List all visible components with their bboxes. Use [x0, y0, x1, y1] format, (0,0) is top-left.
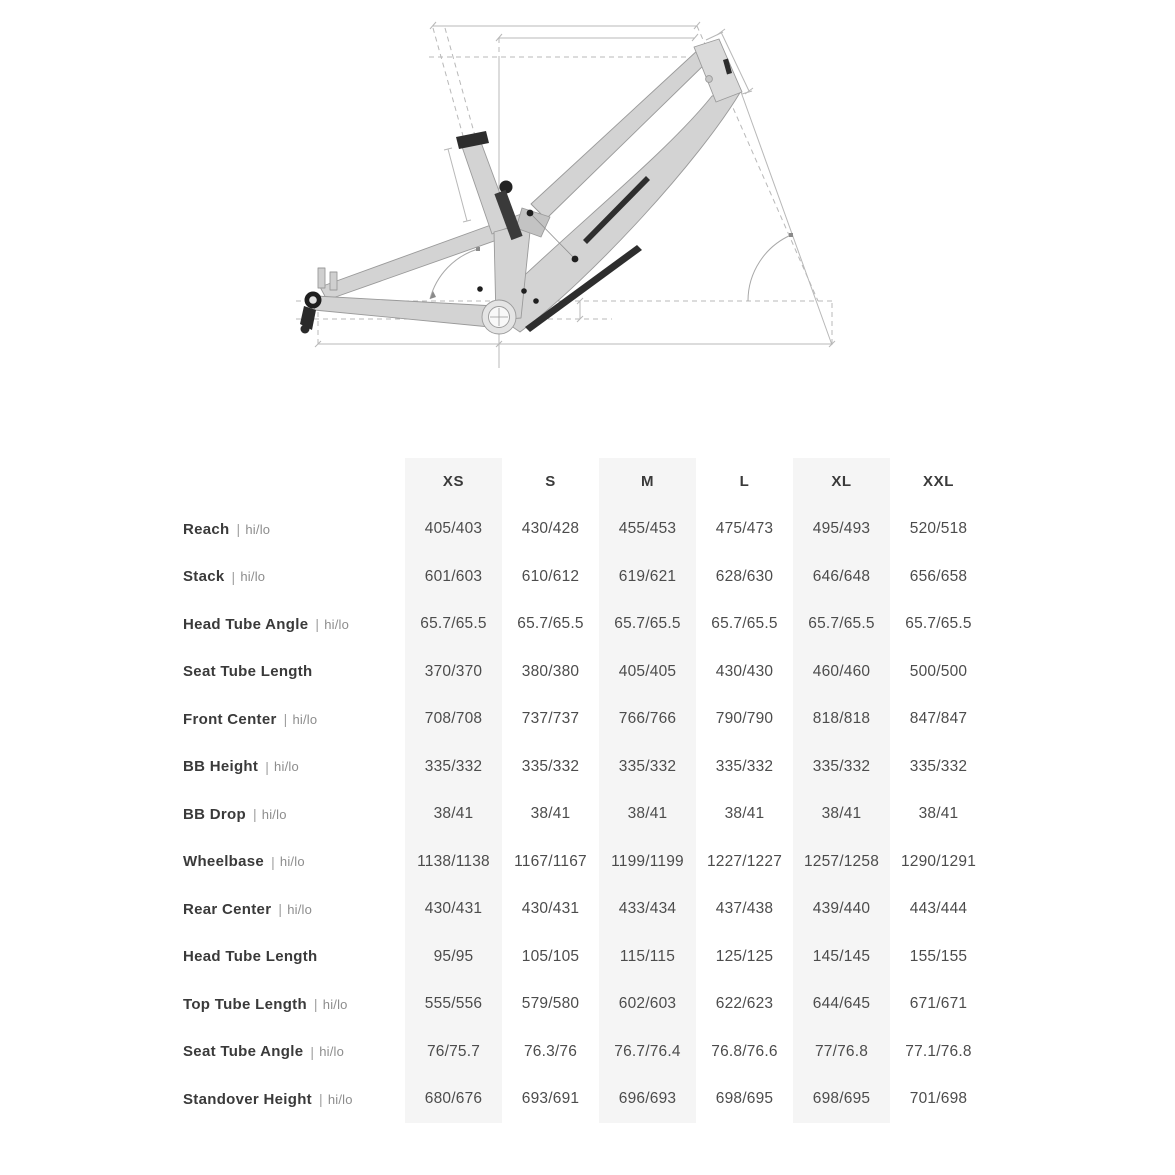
- geometry-value: 76.8/76.6: [711, 1042, 778, 1060]
- geometry-value: 455/453: [599, 506, 696, 554]
- geometry-value: 76.7/76.4: [599, 1028, 696, 1076]
- geometry-value: 155/155: [909, 947, 968, 965]
- geometry-value: 475/473: [715, 520, 774, 538]
- geometry-value: 644/645: [793, 981, 890, 1029]
- size-column-header: XXL: [923, 473, 954, 491]
- hi-lo-sublabel: hi/lo: [245, 521, 271, 537]
- geometry-value: 680/676: [405, 1076, 502, 1124]
- geometry-value: 405/403: [405, 506, 502, 554]
- dropout-tab: [318, 268, 325, 288]
- geometry-value: 38/41: [793, 791, 890, 839]
- row-label: [183, 1076, 405, 1124]
- geometry-value: 335/332: [715, 757, 774, 775]
- geometry-value: 646/648: [793, 553, 890, 601]
- geometry-value: 443/444: [909, 900, 968, 918]
- label-separator: |: [278, 901, 283, 918]
- geometry-value: 335/332: [599, 743, 696, 791]
- row-label: [183, 838, 405, 886]
- row-label: [183, 601, 405, 649]
- geometry-value: 708/708: [405, 696, 502, 744]
- size-column-header: XL: [793, 458, 890, 506]
- geometry-value: 38/41: [530, 805, 571, 823]
- bike-frame: [300, 39, 742, 334]
- hi-lo-sublabel: hi/lo: [319, 1044, 345, 1060]
- size-column-header: XS: [405, 458, 502, 506]
- geometry-value: 335/332: [521, 757, 580, 775]
- geometry-value: 38/41: [599, 791, 696, 839]
- label-separator: |: [252, 806, 257, 823]
- head-tube: [694, 39, 742, 102]
- hi-lo-sublabel: hi/lo: [274, 759, 299, 775]
- geometry-value: 847/847: [909, 710, 968, 728]
- hi-lo-sublabel: hi/lo: [322, 996, 348, 1012]
- geometry-value: 38/41: [724, 805, 765, 823]
- geometry-value: 1167/1167: [514, 852, 587, 870]
- pivot-dot: [527, 210, 534, 217]
- table-corner-spacer: [183, 458, 405, 506]
- geometry-value: 76.3/76: [523, 1042, 578, 1060]
- geometry-value: 430/431: [521, 900, 580, 918]
- geometry-value: 405/405: [599, 648, 696, 696]
- geometry-value: 693/691: [521, 1090, 580, 1108]
- geometry-value: 628/630: [715, 567, 774, 585]
- geometry-value: 65.7/65.5: [793, 601, 890, 649]
- geometry-value: 610/612: [521, 567, 580, 585]
- hi-lo-sublabel: hi/lo: [327, 1091, 353, 1107]
- row-label-text: BB Height: [183, 758, 259, 776]
- hi-lo-sublabel: hi/lo: [261, 806, 287, 822]
- geometry-value: 1227/1227: [706, 852, 783, 870]
- geometry-value: 1257/1258: [793, 838, 890, 886]
- label-separator: |: [236, 521, 241, 538]
- label-separator: |: [283, 711, 288, 728]
- head-tube-boss: [706, 76, 713, 83]
- geometry-value: 671/671: [909, 995, 968, 1013]
- geometry-value: 619/621: [599, 553, 696, 601]
- pivot-dot: [533, 298, 539, 304]
- hi-lo-sublabel: hi/lo: [292, 711, 318, 727]
- row-label-text: Top Tube Length: [183, 995, 307, 1013]
- geometry-value: 95/95: [405, 933, 502, 981]
- geometry-value: 335/332: [793, 743, 890, 791]
- label-separator: |: [310, 1043, 315, 1060]
- row-label: [183, 696, 405, 744]
- row-label-text: Head Tube Angle: [183, 615, 309, 633]
- geometry-value: 602/603: [599, 981, 696, 1029]
- geometry-value: 65.7/65.5: [711, 615, 778, 633]
- geometry-value: 495/493: [793, 506, 890, 554]
- geometry-value: 460/460: [793, 648, 890, 696]
- hi-lo-sublabel: hi/lo: [287, 901, 313, 917]
- row-label: [183, 886, 405, 934]
- geometry-value: 77/76.8: [793, 1028, 890, 1076]
- row-label: [183, 648, 405, 696]
- geometry-value: 601/603: [405, 553, 502, 601]
- geometry-value: 430/430: [715, 662, 774, 680]
- pivot-dot: [521, 288, 527, 294]
- row-label-text: Reach: [183, 520, 230, 538]
- size-column-header: M: [599, 458, 696, 506]
- geometry-value: 335/332: [909, 757, 968, 775]
- geometry-value: 701/698: [909, 1090, 968, 1108]
- geometry-value: 437/438: [715, 900, 774, 918]
- hi-lo-sublabel: hi/lo: [324, 616, 350, 632]
- size-column-header: L: [739, 473, 750, 491]
- row-label: [183, 981, 405, 1029]
- row-label: [183, 791, 405, 839]
- row-label-text: Head Tube Length: [183, 948, 318, 966]
- geometry-value: 622/623: [715, 995, 774, 1013]
- geometry-value: 790/790: [715, 710, 774, 728]
- row-label-text: BB Drop: [183, 805, 246, 823]
- geometry-value: 115/115: [599, 933, 696, 981]
- geometry-value: 65.7/65.5: [405, 601, 502, 649]
- geometry-value: 766/766: [599, 696, 696, 744]
- geometry-value: 38/41: [405, 791, 502, 839]
- geometry-value: 737/737: [521, 710, 580, 728]
- row-label-text: Stack: [183, 568, 225, 586]
- geometry-value: 698/695: [715, 1090, 774, 1108]
- row-label-text: Seat Tube Length: [183, 663, 313, 681]
- geometry-value: 65.7/65.5: [905, 615, 972, 633]
- row-label: [183, 1028, 405, 1076]
- frame-geometry-diagram: [0, 0, 1175, 440]
- geometry-value: 579/580: [521, 995, 580, 1013]
- geometry-value: 335/332: [405, 743, 502, 791]
- label-separator: |: [318, 1091, 323, 1108]
- dropout-tab: [330, 272, 337, 290]
- geometry-value: 76/75.7: [405, 1028, 502, 1076]
- label-separator: |: [315, 616, 320, 633]
- row-label-text: Rear Center: [183, 900, 272, 918]
- geometry-value: 105/105: [521, 947, 580, 965]
- label-separator: |: [231, 568, 236, 585]
- geometry-value: 696/693: [599, 1076, 696, 1124]
- geometry-value: 38/41: [918, 805, 959, 823]
- geometry-table: [183, 458, 987, 1123]
- row-label: [183, 933, 405, 981]
- geometry-value: 1199/1199: [599, 838, 696, 886]
- geometry-value: 1290/1291: [900, 852, 977, 870]
- geometry-value: 818/818: [793, 696, 890, 744]
- label-separator: |: [313, 996, 318, 1013]
- geometry-value: 698/695: [793, 1076, 890, 1124]
- hi-lo-sublabel: hi/lo: [240, 569, 266, 585]
- row-label: [183, 506, 405, 554]
- geometry-value: 430/428: [521, 520, 580, 538]
- row-label: [183, 553, 405, 601]
- geometry-value: 125/125: [715, 947, 774, 965]
- geometry-value: 65.7/65.5: [599, 601, 696, 649]
- size-column-header: S: [545, 473, 556, 491]
- label-separator: |: [271, 853, 275, 870]
- pivot-dot: [572, 256, 579, 263]
- row-label-text: Front Center: [183, 710, 277, 728]
- geometry-value: 656/658: [909, 567, 968, 585]
- row-label-text: Wheelbase: [183, 853, 265, 871]
- row-label-text: Standover Height: [183, 1090, 312, 1108]
- label-separator: |: [265, 758, 270, 775]
- hi-lo-sublabel: hi/lo: [279, 854, 305, 870]
- geometry-value: 555/556: [405, 981, 502, 1029]
- geometry-value: 520/518: [909, 520, 968, 538]
- row-label-text: Seat Tube Angle: [183, 1043, 304, 1061]
- geometry-value: 65.7/65.5: [517, 615, 584, 633]
- geometry-value: 145/145: [793, 933, 890, 981]
- geometry-value: 430/431: [405, 886, 502, 934]
- geometry-value: 77.1/76.8: [905, 1042, 972, 1060]
- geometry-value: 500/500: [909, 662, 968, 680]
- geometry-value: 433/434: [599, 886, 696, 934]
- geometry-value: 380/380: [521, 662, 580, 680]
- geometry-value: 370/370: [405, 648, 502, 696]
- geometry-value: 439/440: [793, 886, 890, 934]
- geometry-value: 1138/1138: [405, 838, 502, 886]
- pivot-dot: [477, 286, 483, 292]
- row-label: [183, 743, 405, 791]
